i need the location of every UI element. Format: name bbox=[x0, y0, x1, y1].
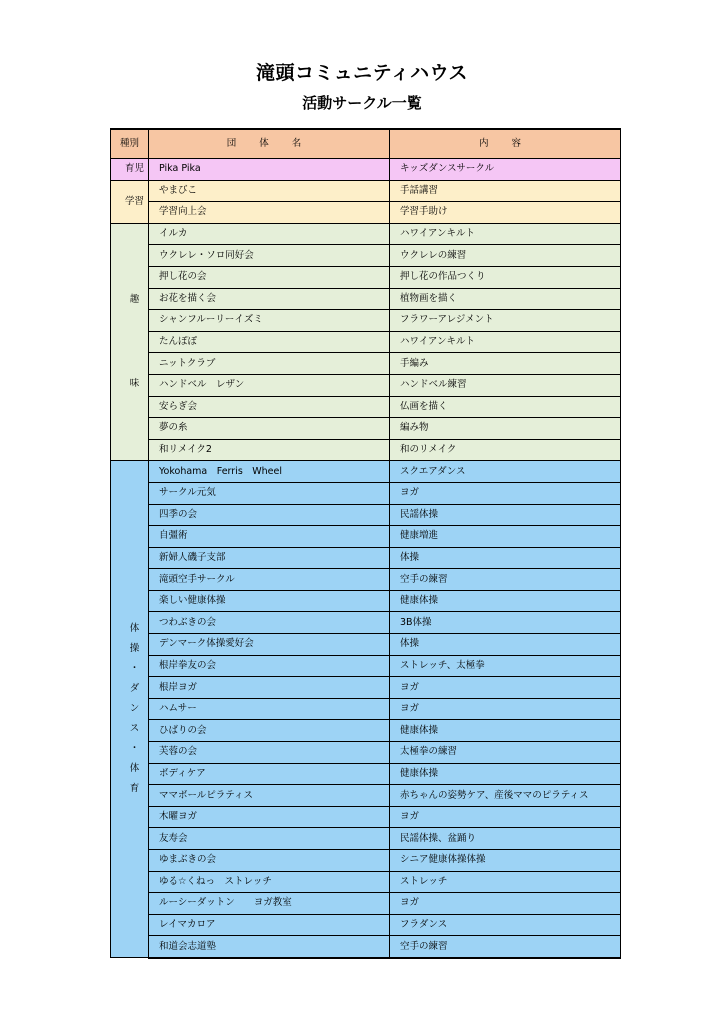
circle-content: ヨガ bbox=[390, 482, 621, 504]
circle-content: ハンドベル練習 bbox=[390, 374, 621, 396]
category-label-char: 体 bbox=[129, 763, 140, 775]
header-name: 団 体 名 bbox=[149, 129, 390, 159]
circle-content: 民謡体操、盆踊り bbox=[390, 828, 621, 850]
circle-name: シャンフルーリーイズミ bbox=[149, 310, 390, 332]
circle-name: 押し花の会 bbox=[149, 266, 390, 288]
circle-content: ハワイアンキルト bbox=[390, 223, 621, 245]
category-label-char: ス bbox=[129, 723, 140, 735]
circle-content: 仏画を描く bbox=[390, 396, 621, 418]
category-label-char: ・ bbox=[129, 663, 140, 675]
category-label-char: 趣 bbox=[129, 294, 140, 306]
category-label-char: ・ bbox=[129, 743, 140, 755]
circle-name: ニットクラブ bbox=[149, 353, 390, 375]
circle-content: 太極拳の練習 bbox=[390, 742, 621, 764]
circle-name: お花を描く会 bbox=[149, 288, 390, 310]
circle-name: Pika Pika bbox=[149, 159, 390, 181]
circle-name: 安らぎ会 bbox=[149, 396, 390, 418]
table-row bbox=[111, 418, 621, 440]
page-subtitle: 活動サークル一覧 bbox=[302, 94, 422, 112]
circle-name: 友寿会 bbox=[149, 828, 390, 850]
table-row bbox=[111, 439, 621, 461]
circle-content: 和のリメイク bbox=[390, 439, 621, 461]
table-row bbox=[111, 180, 621, 202]
circle-content: ヨガ bbox=[390, 893, 621, 915]
table-row bbox=[111, 698, 621, 720]
table-row bbox=[111, 526, 621, 548]
category-label-char: ダ bbox=[129, 683, 140, 695]
table-row bbox=[111, 202, 621, 224]
table-row bbox=[111, 482, 621, 504]
table-row bbox=[111, 569, 621, 591]
table-row bbox=[111, 374, 621, 396]
table-row bbox=[111, 266, 621, 288]
circle-content: 健康体操 bbox=[390, 763, 621, 785]
circle-content: 空手の練習 bbox=[390, 936, 621, 958]
table-row bbox=[111, 310, 621, 332]
table-row bbox=[111, 936, 621, 958]
circle-content: 植物画を描く bbox=[390, 288, 621, 310]
circle-content: ヨガ bbox=[390, 806, 621, 828]
circle-content: フラダンス bbox=[390, 914, 621, 936]
category-cell-shumi bbox=[111, 223, 149, 461]
circle-content: 空手の練習 bbox=[390, 569, 621, 591]
circle-content: 押し花の作品つくり bbox=[390, 266, 621, 288]
circle-name: デンマーク体操愛好会 bbox=[149, 634, 390, 656]
circle-content: ハワイアンキルト bbox=[390, 331, 621, 353]
table-body bbox=[111, 159, 621, 958]
circle-name: やまびこ bbox=[149, 180, 390, 202]
category-label: 学習 bbox=[124, 195, 144, 207]
table-row bbox=[111, 547, 621, 569]
table-header-row bbox=[111, 129, 621, 159]
table-row bbox=[111, 655, 621, 677]
header-content: 内 容 bbox=[390, 129, 621, 159]
circle-name: 根岸拳友の会 bbox=[149, 655, 390, 677]
circle-name: 木曜ヨガ bbox=[149, 806, 390, 828]
circle-content: 手話講習 bbox=[390, 180, 621, 202]
category-label-char: ン bbox=[129, 703, 140, 715]
circle-name: 新婦人磯子支部 bbox=[149, 547, 390, 569]
table-row bbox=[111, 763, 621, 785]
table-row bbox=[111, 461, 621, 483]
table-row bbox=[111, 590, 621, 612]
table-row bbox=[111, 159, 621, 181]
circle-name: ゆまぶきの会 bbox=[149, 850, 390, 872]
circle-name: ハムサー bbox=[149, 698, 390, 720]
circle-name: 和リメイク2 bbox=[149, 439, 390, 461]
table-row bbox=[111, 828, 621, 850]
circle-content: 体操 bbox=[390, 547, 621, 569]
circle-content: ストレッチ、太極拳 bbox=[390, 655, 621, 677]
circle-name: イルカ bbox=[149, 223, 390, 245]
circle-name: Yokohama Ferris Wheel bbox=[149, 461, 390, 483]
circle-name: 根岸ヨガ bbox=[149, 677, 390, 699]
circle-content: フラワーアレジメント bbox=[390, 310, 621, 332]
circle-content: ウクレレの練習 bbox=[390, 245, 621, 267]
circle-content: 健康体操 bbox=[390, 720, 621, 742]
table-row bbox=[111, 677, 621, 699]
table-row bbox=[111, 245, 621, 267]
table-row bbox=[111, 871, 621, 893]
circle-content: 健康増進 bbox=[390, 526, 621, 548]
circle-content: シニア健康体操体操 bbox=[390, 850, 621, 872]
circle-content: キッズダンスサークル bbox=[390, 159, 621, 181]
table-row bbox=[111, 223, 621, 245]
table-row bbox=[111, 504, 621, 526]
table-row bbox=[111, 353, 621, 375]
circle-name: ママボールピラティス bbox=[149, 785, 390, 807]
page-title: 滝頭コミュニティハウス bbox=[255, 62, 469, 84]
circle-content: ヨガ bbox=[390, 677, 621, 699]
circle-name: ひばりの会 bbox=[149, 720, 390, 742]
category-cell-ikuji bbox=[111, 159, 149, 181]
category-label-char: 味 bbox=[129, 378, 140, 390]
table-row bbox=[111, 634, 621, 656]
table-row bbox=[111, 893, 621, 915]
circle-name: 夢の糸 bbox=[149, 418, 390, 440]
circle-content: 3B体操 bbox=[390, 612, 621, 634]
circle-content: 手編み bbox=[390, 353, 621, 375]
table-row bbox=[111, 914, 621, 936]
circle-name: ルーシーダットン ヨガ教室 bbox=[149, 893, 390, 915]
circle-name: サークル元気 bbox=[149, 482, 390, 504]
circle-content: スクエアダンス bbox=[390, 461, 621, 483]
circle-content: 健康体操 bbox=[390, 590, 621, 612]
circle-name: 芙蓉の会 bbox=[149, 742, 390, 764]
circle-name: 学習向上会 bbox=[149, 202, 390, 224]
header-category: 種別 bbox=[111, 129, 149, 159]
circle-content: 体操 bbox=[390, 634, 621, 656]
circle-name: 自彊術 bbox=[149, 526, 390, 548]
circle-content: ヨガ bbox=[390, 698, 621, 720]
circle-content: 学習手助け bbox=[390, 202, 621, 224]
table-row bbox=[111, 612, 621, 634]
circle-name: 和道会志道塾 bbox=[149, 936, 390, 958]
category-label: 育児 bbox=[124, 163, 144, 175]
circle-table bbox=[110, 128, 621, 959]
circle-content: ストレッチ bbox=[390, 871, 621, 893]
category-label-char: 体 bbox=[129, 623, 140, 635]
table-row bbox=[111, 850, 621, 872]
circle-content: 赤ちゃんの姿勢ケア、産後ママのピラティス bbox=[390, 785, 621, 807]
category-cell-taiso bbox=[111, 461, 149, 958]
circle-name: つわぶきの会 bbox=[149, 612, 390, 634]
table-row bbox=[111, 288, 621, 310]
circle-content: 編み物 bbox=[390, 418, 621, 440]
table-row bbox=[111, 396, 621, 418]
table-row bbox=[111, 806, 621, 828]
category-label-char: 育 bbox=[129, 783, 140, 795]
category-label-char: 操 bbox=[129, 643, 140, 655]
circle-name: 楽しい健康体操 bbox=[149, 590, 390, 612]
circle-name: 滝頭空手サークル bbox=[149, 569, 390, 591]
category-cell-gakushu bbox=[111, 180, 149, 223]
circle-content: 民謡体操 bbox=[390, 504, 621, 526]
table-row bbox=[111, 742, 621, 764]
circle-name: ウクレレ・ソロ同好会 bbox=[149, 245, 390, 267]
circle-name: ハンドベル レザン bbox=[149, 374, 390, 396]
circle-name: ボディケア bbox=[149, 763, 390, 785]
circle-name: たんぽぽ bbox=[149, 331, 390, 353]
table-row bbox=[111, 720, 621, 742]
circle-name: 四季の会 bbox=[149, 504, 390, 526]
table-row bbox=[111, 331, 621, 353]
table-row bbox=[111, 785, 621, 807]
circle-name: レイマカロア bbox=[149, 914, 390, 936]
circle-name: ゆる☆くねっ ストレッチ bbox=[149, 871, 390, 893]
